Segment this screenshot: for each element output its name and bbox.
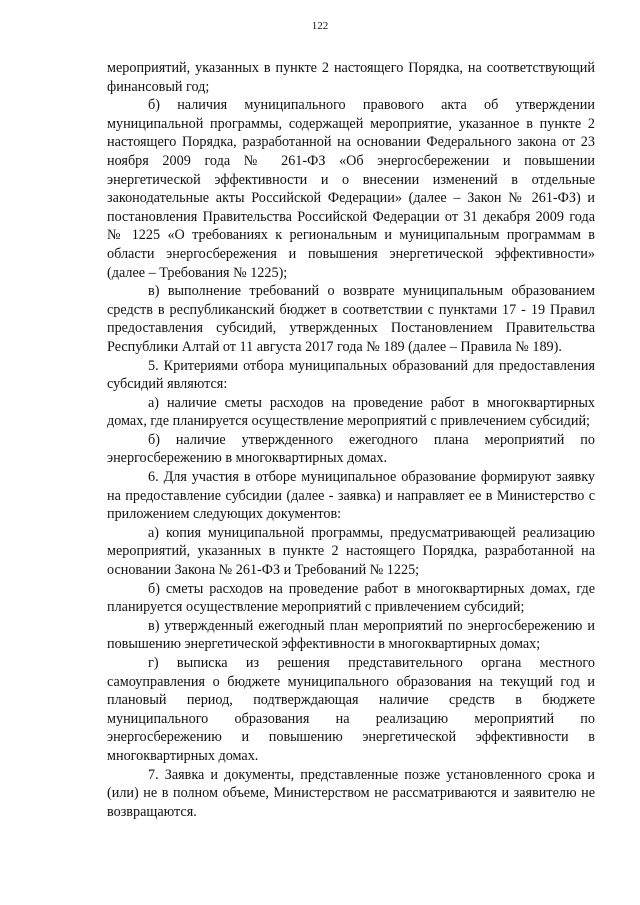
paragraph-clause-6-item-a: а) копия муниципальной программы, предусматривающей реализацию мероприятий, указанных в пункте 2 настоящего Порядка, разработанной на основании Закона № 261-ФЗ и Требований № 1225; — [107, 524, 595, 579]
document-body — [107, 59, 595, 821]
paragraph-clause-6-item-v: в) утвержденный ежегодный план мероприятий по энергосбережению и повышению энергетической эффективности в многоквартирных домах; — [107, 617, 595, 653]
paragraph-clause-5-item-b: б) наличие утвержденного ежегодного плана мероприятий по энергосбережению в многоквартирных домах. — [107, 431, 595, 467]
page-number: 122 — [311, 20, 329, 32]
paragraph-clause-5-item-a: а) наличие сметы расходов на проведение работ в многоквартирных домах, где планируется осуществление мероприятий с привлечением субсидий; — [107, 394, 595, 430]
paragraph-clause-7: 7. Заявка и документы, представленные позже установленного срока и (или) не в полном объеме, Министерством не рассматриваются и заявителю не возвращаются. — [107, 766, 595, 820]
paragraph-clause-6: 6. Для участия в отборе муниципальное образование формируют заявку на предоставление субсидии (далее - заявка) и направляет ее в Министерство с приложением следующих документов: — [107, 469, 595, 523]
paragraph-clause-5: 5. Критериями отбора муниципальных образований для предоставления субсидий являются: — [107, 357, 595, 393]
paragraph-continuation: мероприятий, указанных в пункте 2 настоящего Порядка, на соответствующий финансовый год; — [107, 60, 595, 95]
paragraph-item-b: б) наличия муниципального правового акта об утверждении муниципальной программы, содержащей мероприятие, указанное в пункте 2 настоящего Порядка, разработанной на основании Федерального закона от 23 ноября 2009 года № 261-ФЗ «Об энергосбережении и повышении энергетической эффективности и о внесении изменений в отдельные законодательные акты Российской Федерации» (далее – Закон № 261-ФЗ) и постановления Правительства Российской Федерации от 31 декабря 2009 года № 1225 «О требованиях к региональным и муниципальным программам в области энергосбережения и повышения энергетической эффективности» (далее – Требования № 1225); — [107, 97, 595, 281]
paragraph-clause-6-item-b: б) сметы расходов на проведение работ в многоквартирных домах, где планируется осуществление мероприятий с привлечением субсидий; — [107, 580, 595, 616]
paragraph-item-v: в) выполнение требований о возврате муниципальным образованием средств в республиканский бюджет в соответствии с пунктами 17 - 19 Правил предоставления субсидий, утвержденных Постановлением Правительства Республики Алтай от 11 августа 2017 года № 189 (далее – Правила № 189). — [107, 283, 595, 355]
paragraph-clause-6-item-g: г) выписка из решения представительного органа местного самоуправления о бюджете муниципального образования на текущий год и плановый период, подтверждающая наличие средств в бюджете муниципального образования на реализацию мероприятий по энергосбережению и повышению энергетической эффективности в многоквартирных домах. — [107, 655, 595, 764]
